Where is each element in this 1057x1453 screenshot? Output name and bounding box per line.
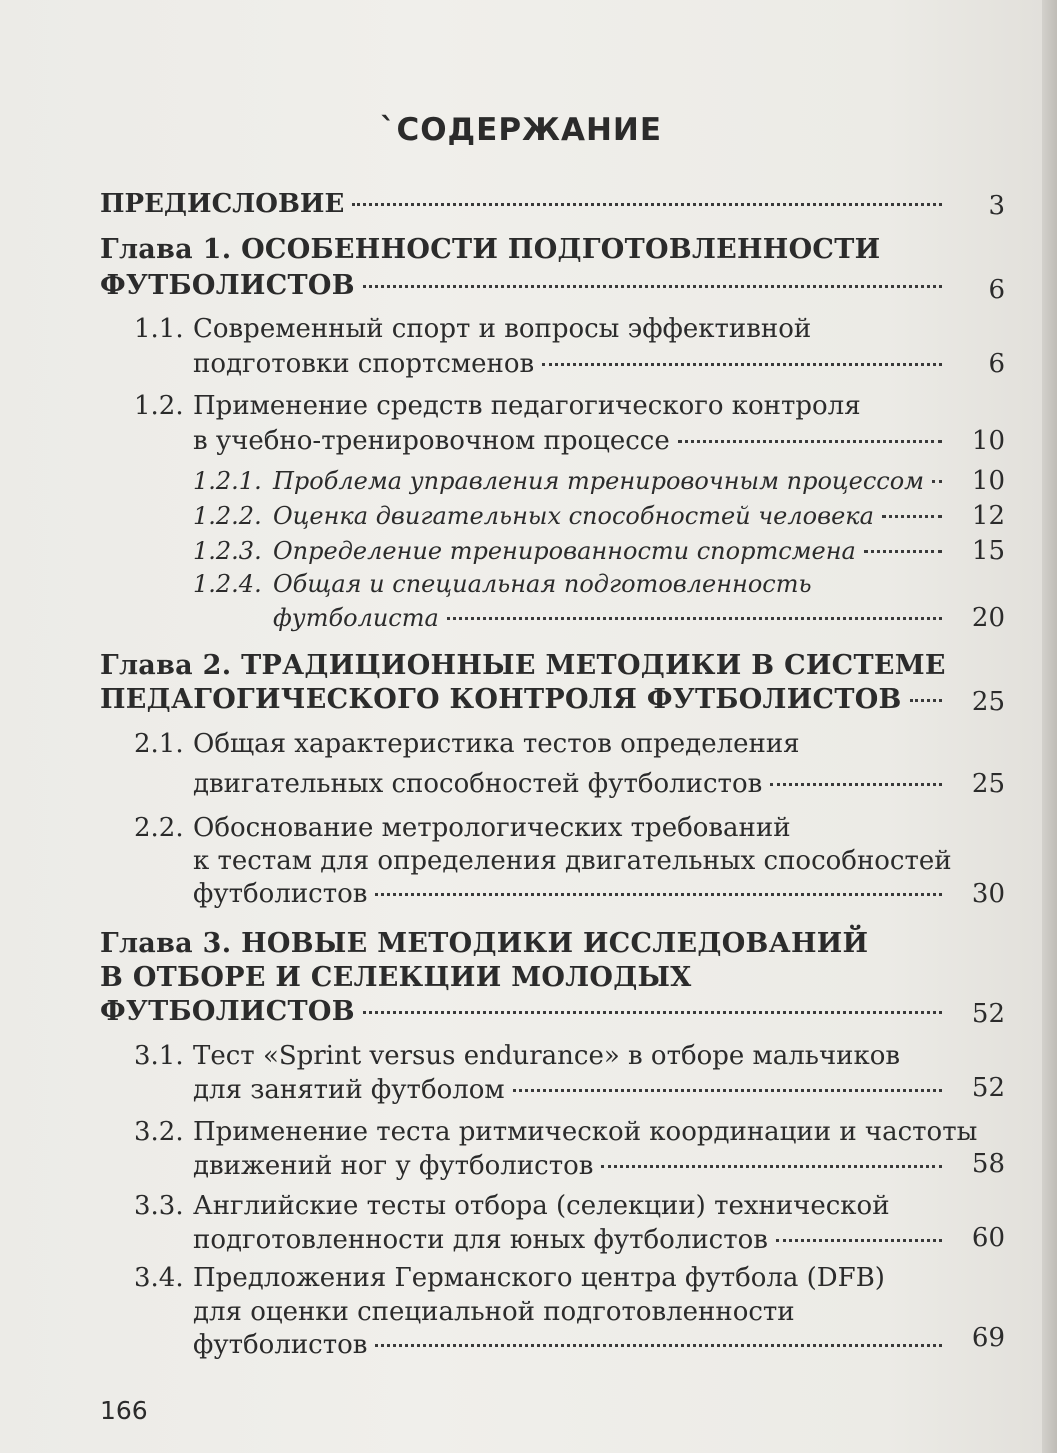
toc-page: 20 (971, 603, 1005, 633)
toc-label: движений ног у футболистов (193, 1151, 594, 1181)
toc-number: 1.2.4. (193, 570, 262, 598)
dot-leader (375, 893, 942, 896)
toc-label: Глава 3. НОВЫЕ МЕТОДИКИ ИССЛЕДОВАНИЙ (100, 928, 869, 959)
toc-page: 6 (988, 349, 1005, 379)
toc-page: 69 (971, 1323, 1005, 1353)
toc-label: Глава 1. ОСОБЕННОСТИ ПОДГОТОВЛЕННОСТИ (100, 234, 881, 265)
toc-page: 52 (971, 1073, 1005, 1103)
toc-label: ПЕДАГОГИЧЕСКОГО КОНТРОЛЯ ФУТБОЛИСТОВ (100, 684, 902, 715)
dot-leader (882, 515, 942, 518)
toc-number: 2.1. (134, 729, 184, 759)
dot-leader (363, 285, 942, 288)
toc-page: 52 (971, 999, 1005, 1029)
page-number: 166 (100, 1396, 148, 1425)
dot-leader (375, 1344, 942, 1347)
toc-label: В ОТБОРЕ И СЕЛЕКЦИИ МОЛОДЫХ (100, 962, 692, 993)
toc-number: 1.1. (134, 314, 184, 344)
dot-leader (932, 480, 942, 483)
toc-label: Применение теста ритмической координации и частоты (193, 1117, 978, 1147)
toc-label: Английские тесты отбора (селекции) технической (193, 1191, 890, 1221)
dot-leader (770, 783, 942, 786)
toc-page: 10 (971, 466, 1005, 496)
toc-label: футболиста (273, 604, 439, 632)
toc-label: Современный спорт и вопросы эффективной (193, 314, 812, 344)
toc-page: 60 (971, 1223, 1005, 1253)
dot-leader (864, 550, 942, 553)
dot-leader (513, 1089, 942, 1092)
dot-leader (678, 440, 942, 443)
toc-label: для занятий футболом (193, 1075, 505, 1105)
toc-label: Глава 2. ТРАДИЦИОННЫЕ МЕТОДИКИ В СИСТЕМЕ (100, 650, 946, 681)
toc-page: 12 (971, 501, 1005, 531)
toc-label: Предложения Германского центра футбола (DFB) (193, 1263, 885, 1293)
dot-leader (363, 1011, 942, 1014)
toc-label: футболистов (193, 1330, 368, 1360)
toc-number: 3.4. (134, 1263, 184, 1293)
toc-number: 3.1. (134, 1041, 184, 1071)
dot-leader (601, 1165, 942, 1168)
toc-label: ФУТБОЛИСТОВ (100, 996, 355, 1027)
toc-label: Общая характеристика тестов определения (193, 729, 800, 759)
toc-number: 1.2.3. (193, 537, 262, 565)
toc-label: футболистов (193, 879, 368, 909)
dot-leader (776, 1239, 942, 1242)
toc-label: Тест «Sprint versus endurance» в отборе мальчиков (193, 1041, 901, 1071)
toc-page: 25 (971, 769, 1005, 799)
toc-label: в учебно-тренировочном процессе (193, 426, 670, 456)
toc-label: ФУТБОЛИСТОВ (100, 270, 355, 301)
toc-number: 1.2.1. (193, 467, 262, 495)
page-edge (1042, 0, 1057, 1453)
toc-page: 15 (971, 536, 1005, 566)
toc-label: Проблема управления тренировочным процессом (273, 467, 925, 495)
dot-leader (910, 699, 942, 702)
toc-label: Применение средств педагогического контроля (193, 391, 861, 421)
toc-page: 10 (971, 426, 1005, 456)
toc-label: подготовки спортсменов (193, 349, 535, 379)
toc-label: Определение тренированности спортсмена (273, 537, 856, 565)
toc-number: 3.2. (134, 1117, 184, 1147)
toc-page: 30 (971, 879, 1005, 909)
toc-page: 6 (988, 275, 1005, 305)
toc-label: Оценка двигательных способностей человека (273, 502, 874, 530)
page-title: `СОДЕРЖАНИЕ (379, 112, 663, 148)
toc-label: двигательных способностей футболистов (193, 769, 763, 799)
toc-number: 1.2. (134, 391, 184, 421)
toc-label: Обоснование метрологических требований (193, 813, 791, 843)
toc-number: 3.3. (134, 1191, 184, 1221)
toc-number: 2.2. (134, 813, 184, 843)
toc-page: 25 (971, 687, 1005, 717)
dot-leader (542, 363, 942, 366)
toc-number: 1.2.2. (193, 502, 262, 530)
toc-label: к тестам для определения двигательных способностей (193, 846, 952, 876)
toc-label: для оценки специальной подготовленности (193, 1297, 795, 1327)
toc-page: 58 (971, 1149, 1005, 1179)
toc-label: подготовленности для юных футболистов (193, 1225, 768, 1255)
dot-leader (352, 203, 942, 206)
toc-label: ПРЕДИСЛОВИЕ (100, 189, 345, 219)
toc-page: 3 (988, 191, 1005, 221)
toc-label: Общая и специальная подготовленность (273, 570, 812, 598)
dot-leader (447, 617, 942, 620)
